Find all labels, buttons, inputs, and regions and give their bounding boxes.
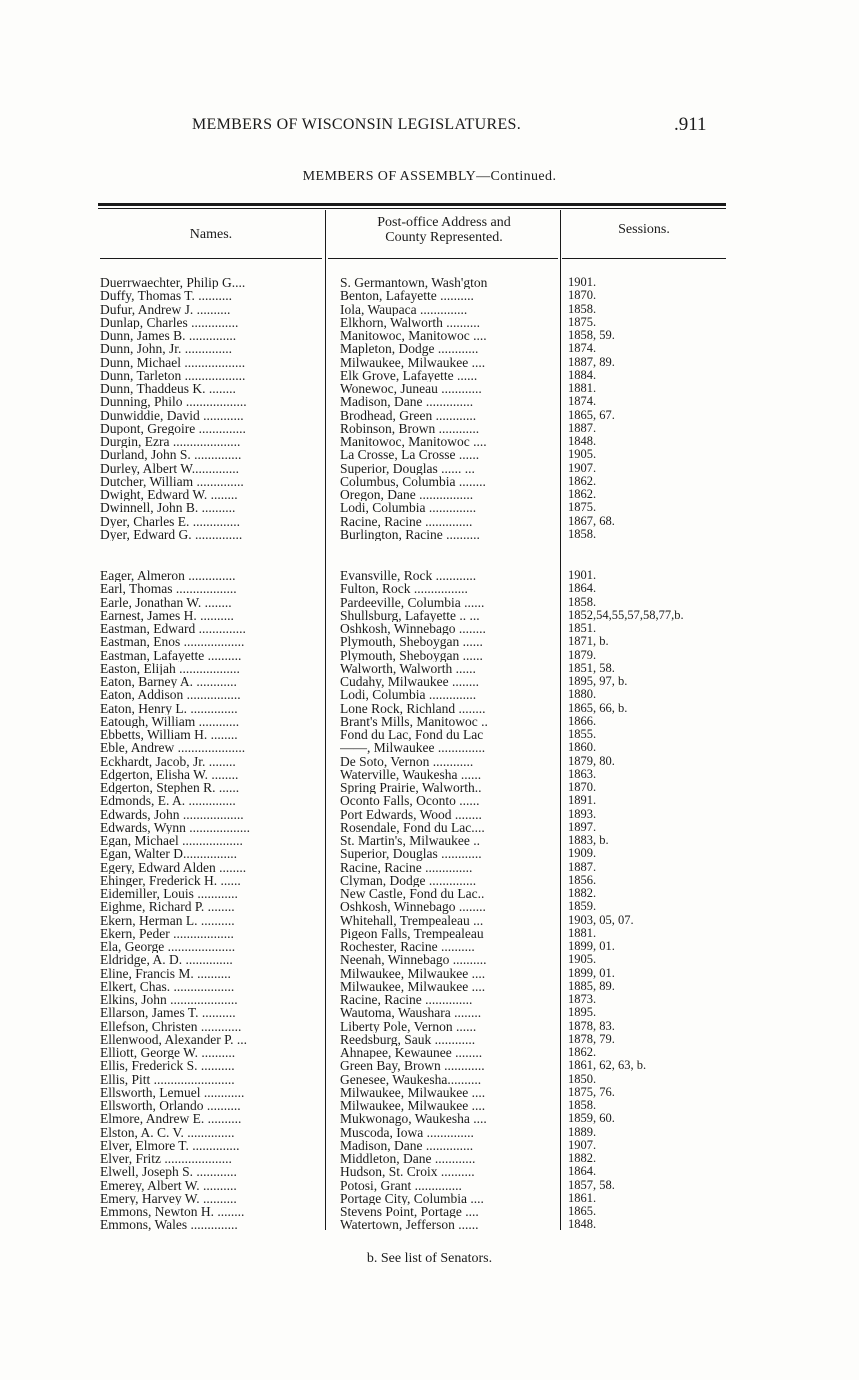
post-office-address: Iola, Waupaca .............. [340, 302, 468, 316]
sessions-value: 1895, 97, b. [568, 674, 628, 688]
sessions-value: 1905. [568, 952, 597, 967]
post-office-address: Mapleton, Dodge ............ [340, 342, 479, 356]
post-office-address: Madison, Dane .............. [340, 395, 474, 409]
sessions-value: 1901. [568, 275, 597, 289]
sessions-value: 1871, b. [568, 634, 609, 649]
header-names: Names. [189, 227, 233, 242]
member-name: Dunn, Tarleton .................. [100, 368, 246, 382]
member-name: Eckhardt, Jacob, Jr. ........ [100, 754, 236, 768]
post-office-address: New Castle, Fond du Lac.. [340, 887, 485, 901]
sessions-value: 1909. [568, 846, 597, 861]
sessions-value: 1858. [568, 526, 597, 541]
post-office-address: Manitowoc, Manitowoc .... [340, 329, 487, 343]
sessions-value: 1865, 67. [568, 407, 615, 422]
sessions-value: 1861. [568, 1190, 597, 1205]
member-name: Eatough, William ............ [100, 714, 240, 728]
post-office-address: Fulton, Rock ................ [340, 582, 468, 596]
sessions-value: 1856. [568, 872, 597, 887]
post-office-address: Neenah, Winnebago .......... [340, 953, 487, 967]
member-name: Dyer, Charles E. .............. [100, 514, 241, 528]
column-divider-1 [325, 210, 326, 1230]
member-name: Ekern, Herman L. .......... [100, 913, 235, 927]
member-name: Dutcher, William .............. [100, 474, 244, 488]
sessions-value: 1863. [568, 766, 597, 781]
sessions-value: 1865, 66, b. [568, 700, 628, 715]
post-office-address: Robinson, Brown ............ [340, 421, 480, 435]
post-office-address: Genesee, Waukesha.......... [340, 1072, 482, 1086]
member-name: Ellis, Frederick S. .......... [100, 1059, 235, 1073]
member-name: Eastman, Edward .............. [100, 622, 246, 636]
member-name: Earle, Jonathan W. ........ [100, 595, 232, 609]
post-office-address: Superior, Douglas ............ [340, 847, 482, 861]
post-office-address: Spring Prairie, Walworth.. [340, 781, 482, 795]
member-name: Eastman, Enos .................. [100, 635, 245, 649]
member-name: Earl, Thomas .................. [100, 582, 237, 596]
post-office-address: Madison, Dane .............. [340, 1138, 474, 1152]
post-office-address: Lone Rock, Richland ........ [340, 701, 486, 715]
member-name: Emerey, Albert W. .......... [100, 1178, 237, 1192]
member-name: Eidemiller, Louis ............ [100, 887, 238, 901]
post-office-address: Watertown, Jefferson ...... [340, 1218, 479, 1232]
sessions-value: 1882. [568, 1151, 597, 1165]
post-office-address: Rochester, Racine .......... [340, 940, 475, 954]
member-name: Duffy, Thomas T. .......... [100, 289, 232, 303]
page-number: .911 [674, 114, 707, 135]
sessions-value: 1858, 59. [568, 328, 615, 342]
post-office-address: Oshkosh, Winnebago ........ [340, 622, 486, 636]
sessions-value: 1861, 62, 63, b. [568, 1058, 647, 1073]
post-office-address: Wautoma, Waushara ........ [340, 1006, 482, 1020]
member-name: Elkins, John .................... [100, 993, 238, 1007]
post-office-address: Milwaukee, Milwaukee .... [340, 355, 486, 369]
sessions-value: 1901. [568, 568, 597, 582]
member-name: Ekern, Peder .................. [100, 926, 234, 940]
post-office-column [340, 276, 568, 1232]
member-name: Ellenwood, Alexander P. ... [100, 1032, 247, 1046]
member-name: Elver, Fritz .................... [100, 1152, 232, 1166]
member-name: Emery, Harvey W. .......... [100, 1191, 237, 1205]
post-office-address: Milwaukee, Milwaukee .... [340, 1099, 486, 1113]
post-office-address: Stevens Point, Portage .... [340, 1205, 479, 1219]
member-name: Ellsworth, Orlando .......... [100, 1099, 241, 1113]
member-name: Egan, Walter D................ [100, 847, 238, 861]
member-name: Dunn, John, Jr. .............. [100, 342, 233, 356]
member-name: Emmons, Wales .............. [100, 1218, 238, 1232]
sessions-value: 1882. [568, 886, 597, 900]
sessions-value: 1859, 60. [568, 1111, 615, 1126]
member-name: Edwards, Wynn .................. [100, 820, 251, 834]
member-name: Dwinnell, John B. .......... [100, 501, 236, 515]
post-office-address: Racine, Racine .............. [340, 860, 473, 874]
header-post-office-line2: County Represented. [385, 230, 503, 245]
post-office-address: Elkhorn, Walworth .......... [340, 315, 481, 329]
post-office-address: Portage City, Columbia .... [340, 1191, 484, 1205]
sessions-value: 1864. [568, 581, 597, 596]
post-office-address: Waterville, Waukesha ...... [340, 767, 482, 781]
post-office-address: Racine, Racine .............. [340, 993, 473, 1007]
post-office-address: La Crosse, La Crosse ...... [340, 448, 480, 462]
sessions-value: 1875. [568, 314, 597, 329]
member-name: Dufur, Andrew J. .......... [100, 302, 231, 316]
post-office-address: Milwaukee, Milwaukee .... [340, 1085, 486, 1099]
post-office-address: ——, Milwaukee .............. [340, 741, 486, 755]
sessions-value: 1858. [568, 301, 597, 316]
sessions-value: 1875. [568, 500, 597, 515]
member-name: Ellis, Pitt ........................ [100, 1072, 235, 1086]
sessions-value: 1880. [568, 687, 597, 702]
member-name: Dunn, Michael .................. [100, 355, 246, 369]
member-name: Ellefson, Christen ............ [100, 1019, 242, 1033]
member-name: Eline, Francis M. .......... [100, 966, 231, 980]
sessions-value: 1903, 05, 07. [568, 912, 634, 927]
post-office-address: Milwaukee, Milwaukee .... [340, 966, 486, 980]
member-name: Emmons, Newton H. ........ [100, 1205, 245, 1219]
sessions-value: 1851, 58. [568, 660, 615, 675]
sessions-value: 1862. [568, 487, 597, 501]
member-name: Edgerton, Stephen R. ...... [100, 781, 240, 795]
member-name: Eaton, Henry L. .............. [100, 701, 238, 715]
post-office-address: Ahnapee, Kewaunee ........ [340, 1046, 483, 1060]
sessions-value: 1866. [568, 713, 597, 728]
sessions-value: 1874. [568, 394, 597, 409]
member-name: Durgin, Ezra .................... [100, 435, 241, 449]
sessions-value: 1850. [568, 1071, 597, 1086]
running-title: MEMBERS OF WISCONSIN LEGISLATURES. [192, 116, 522, 133]
post-office-address: Rosendale, Fond du Lac.... [340, 820, 485, 834]
post-office-address: Middleton, Dane ............ [340, 1152, 476, 1166]
sessions-value: 1874. [568, 341, 597, 356]
member-name: Elston, A. C. V. .............. [100, 1125, 235, 1139]
member-name: Egan, Michael .................. [100, 834, 243, 848]
post-office-address: Clyman, Dodge .............. [340, 873, 477, 887]
member-name: Dyer, Edward G. .............. [100, 527, 243, 541]
sessions-value: 1862. [568, 473, 597, 488]
post-office-address: Milwaukee, Milwaukee .... [340, 979, 486, 993]
member-name: Eaton, Barney A. ............ [100, 675, 237, 689]
sessions-value: 1889. [568, 1124, 597, 1139]
member-name: Duerrwaechter, Philip G.... [100, 276, 246, 290]
names-column [100, 276, 322, 1232]
post-office-address: Port Edwards, Wood ........ [340, 807, 482, 821]
member-name: Dunn, Thaddeus K. ........ [100, 382, 236, 396]
post-office-address: Shullsburg, Lafayette .. ... [340, 608, 480, 622]
post-office-address: Brant's Mills, Manitowoc .. [340, 714, 488, 728]
member-name: Egery, Edward Alden ........ [100, 860, 247, 874]
group-gap [100, 541, 322, 569]
post-office-address: Benton, Lafayette .......... [340, 289, 474, 303]
post-office-address: Lodi, Columbia .............. [340, 501, 477, 515]
post-office-address: Columbus, Columbia ........ [340, 474, 486, 488]
member-name: Dunwiddie, David ............ [100, 408, 244, 422]
group-gap [340, 541, 568, 569]
footnote: b. See list of Senators. [366, 1251, 493, 1266]
sessions-value: 1864. [568, 1164, 597, 1179]
post-office-address: Superior, Douglas ...... ... [340, 461, 475, 475]
member-name: Elmore, Andrew E. .......... [100, 1112, 242, 1126]
member-name: Edgerton, Elisha W. ........ [100, 767, 239, 781]
sessions-value: 1855. [568, 727, 597, 741]
member-name: Durley, Albert W.............. [100, 461, 239, 475]
sessions-value: 1848. [568, 1217, 597, 1232]
post-office-address: Elk Grove, Lafayette ...... [340, 368, 478, 382]
member-name: Elliott, George W. .......... [100, 1046, 236, 1060]
sessions-value: 1870. [568, 288, 597, 303]
member-name: Dunn, James B. .............. [100, 329, 237, 343]
member-name: Elkert, Chas. .................. [100, 979, 235, 993]
post-office-address: Plymouth, Sheboygan ...... [340, 648, 483, 662]
post-office-address: Walworth, Walworth ...... [340, 661, 476, 675]
post-office-address: Plymouth, Sheboygan ...... [340, 635, 483, 649]
member-name: Ellarson, James T. .......... [100, 1006, 236, 1020]
sessions-value: 1884. [568, 367, 597, 382]
member-name: Eldridge, A. D. .............. [100, 953, 233, 967]
member-name: Eighme, Richard P. ........ [100, 900, 235, 914]
member-name: Earnest, James H. .......... [100, 608, 234, 622]
member-name: Dwight, Edward W. ........ [100, 488, 238, 502]
post-office-address: Liberty Pole, Vernon ...... [340, 1019, 477, 1033]
sessions-value: 1905. [568, 447, 597, 462]
sessions-value: 1899, 01. [568, 965, 615, 980]
member-name: Ela, George .................... [100, 940, 236, 954]
sessions-value: 1907. [568, 460, 597, 475]
group-gap [568, 541, 728, 569]
sessions-value: 1885, 89. [568, 978, 615, 993]
post-office-address: Manitowoc, Manitowoc .... [340, 435, 487, 449]
member-name: Durland, John S. .............. [100, 448, 242, 462]
member-name: Edmonds, E. A. .............. [100, 794, 236, 808]
table-top-rule-thick [98, 203, 726, 206]
sessions-value: 1891. [568, 793, 597, 808]
sessions-value: 1893. [568, 806, 597, 821]
sessions-value: 1887. [568, 420, 597, 435]
post-office-address: Lodi, Columbia .............. [340, 688, 477, 702]
post-office-address: Whitehall, Trempealeau ... [340, 913, 484, 927]
member-name: Ebbetts, William H. ........ [100, 728, 238, 742]
post-office-address: Fond du Lac, Fond du Lac [340, 728, 484, 742]
sessions-value: 1878, 83. [568, 1018, 615, 1033]
post-office-address: Oconto Falls, Oconto ...... [340, 794, 480, 808]
sessions-value: 1857, 58. [568, 1177, 615, 1192]
post-office-address: Potosi, Grant .............. [340, 1178, 462, 1192]
sessions-value: 1852,54,55,57,58,77,b. [568, 607, 684, 622]
member-name: Ellsworth, Lemuel ............ [100, 1085, 245, 1099]
sessions-value: 1862. [568, 1045, 597, 1059]
sessions-value: 1875, 76. [568, 1084, 615, 1099]
member-name: Edwards, John .................. [100, 807, 244, 821]
header-sessions: Sessions. [618, 222, 670, 237]
header-post-office-line1: Post-office Address and [377, 215, 511, 230]
sessions-value: 1899, 01. [568, 939, 615, 953]
post-office-address: Green Bay, Brown ............ [340, 1059, 485, 1073]
sessions-column [568, 276, 728, 1232]
post-office-address: Pigeon Falls, Trempealeau [340, 926, 484, 940]
member-name: Elver, Elmore T. .............. [100, 1138, 240, 1152]
post-office-address: Racine, Racine .............. [340, 514, 473, 528]
post-office-address: Mukwonago, Waukesha .... [340, 1112, 487, 1126]
member-name: Dupont, Gregoire .............. [100, 421, 246, 435]
member-name: Elwell, Joseph S. ............ [100, 1165, 237, 1179]
header-rule-sessions [562, 258, 726, 259]
sessions-value: 1881. [568, 381, 597, 395]
sessions-value: 1860. [568, 740, 597, 755]
post-office-address: Oregon, Dane ................ [340, 488, 474, 502]
post-office-address: Burlington, Racine .......... [340, 527, 480, 541]
sessions-value: 1878, 79. [568, 1031, 615, 1046]
post-office-address: Oshkosh, Winnebago ........ [340, 900, 486, 914]
post-office-address: S. Germantown, Wash'gton [340, 276, 488, 290]
member-name: Eaton, Addison ................ [100, 688, 241, 702]
member-name: Eastman, Lafayette .......... [100, 648, 242, 662]
sessions-value: 1867, 68. [568, 513, 615, 528]
member-name: Ehinger, Frederick H. ...... [100, 873, 241, 887]
sessions-value: 1887, 89. [568, 354, 615, 369]
header-post-office [330, 215, 558, 245]
sessions-value: 1897. [568, 819, 597, 834]
member-name: Eble, Andrew .................... [100, 741, 246, 755]
post-office-address: Cudahy, Milwaukee ........ [340, 675, 479, 689]
section-title: MEMBERS OF ASSEMBLY—Continued. [302, 169, 557, 184]
post-office-address: De Soto, Vernon ............ [340, 754, 474, 768]
sessions-value: 1870. [568, 780, 597, 794]
post-office-address: St. Martin's, Milwaukee .. [340, 834, 481, 848]
post-office-address: Muscoda, Iowa .............. [340, 1125, 474, 1139]
sessions-value: 1873. [568, 992, 597, 1006]
sessions-value: 1879. [568, 647, 597, 662]
header-rule-post-office [328, 258, 558, 259]
post-office-address: Hudson, St. Croix .......... [340, 1165, 475, 1179]
post-office-address: Reedsburg, Sauk ............ [340, 1032, 476, 1046]
running-head [0, 116, 859, 140]
sessions-value: 1883, b. [568, 833, 609, 847]
member-name: Dunning, Philo .................. [100, 395, 247, 409]
member-name: Dunlap, Charles .............. [100, 315, 239, 329]
post-office-address: Pardeeville, Columbia ...... [340, 595, 485, 609]
member-name: Easton, Elijah .................. [100, 661, 240, 675]
post-office-address: Wonewoc, Juneau ............ [340, 382, 482, 396]
sessions-value: 1858. [568, 1098, 597, 1112]
sessions-value: 1895. [568, 1005, 597, 1020]
sessions-value: 1858. [568, 594, 597, 609]
sessions-value: 1851. [568, 621, 597, 635]
post-office-address: Brodhead, Green ............ [340, 408, 477, 422]
sessions-value: 1907. [568, 1137, 597, 1152]
sessions-value: 1848. [568, 434, 597, 448]
header-rule-names [100, 258, 322, 259]
post-office-address: Evansville, Rock ............ [340, 569, 477, 583]
sessions-value: 1879, 80. [568, 753, 615, 768]
sessions-value: 1887. [568, 859, 597, 874]
sessions-value: 1859. [568, 899, 597, 914]
sessions-value: 1881. [568, 925, 597, 940]
table-top-rule-thin [98, 208, 726, 209]
sessions-value: 1865. [568, 1204, 597, 1218]
member-name: Eager, Almeron .............. [100, 569, 236, 583]
